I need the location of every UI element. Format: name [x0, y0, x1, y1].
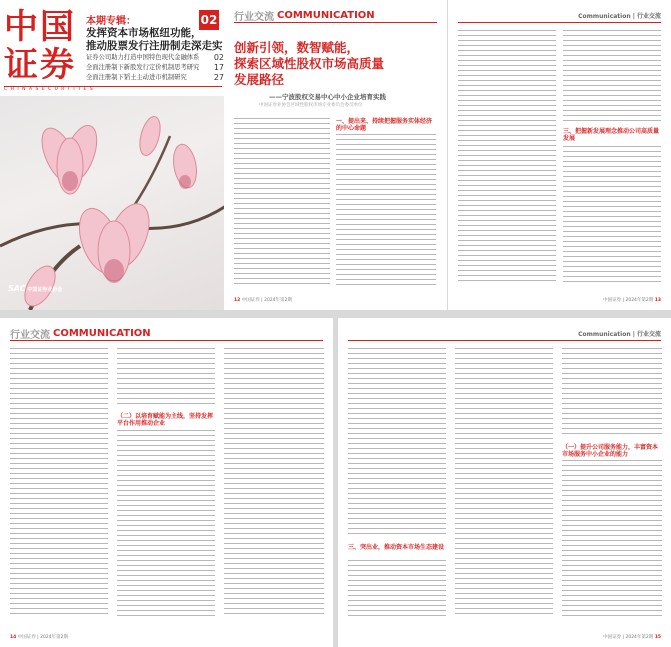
section-title-en: COMMUNICATION: [277, 9, 375, 21]
cover-photo: [0, 96, 226, 310]
page-number: 14: [10, 635, 17, 640]
section-title-right: Communication | 行业交流: [578, 330, 661, 338]
magazine-issue: 中国证券 | 2024年第2期: [603, 298, 654, 303]
toc-item-page: 02: [213, 53, 224, 62]
section-title-en: COMMUNICATION: [53, 327, 151, 339]
body-text-col1b: [348, 560, 446, 618]
body-text-col2b: [117, 430, 215, 618]
headline-line-3: 发展路径: [234, 72, 285, 87]
body-text-col2: [563, 30, 661, 122]
issue-number: 02: [199, 10, 219, 30]
section-heading-2: 三、把握新发展理念推动公司高质量发展: [563, 128, 660, 142]
toc-item[interactable]: [86, 53, 224, 63]
section-heading-c: （一）提升公司服务能力，丰富资本市场服务中小企业的能力: [562, 444, 659, 458]
body-text-col1: [348, 348, 446, 538]
toc-item-text: 证券公司助力打造中国特色现代金融体系: [86, 54, 200, 61]
body-text-col3: [562, 348, 662, 438]
magazine-issue: 中国证券 | 2024年第2期: [17, 635, 68, 640]
toc-item[interactable]: [86, 63, 224, 73]
toc-item-page: 27: [213, 73, 224, 82]
section-title-cn: 行业交流: [10, 329, 50, 341]
page-number: 12: [234, 298, 241, 303]
article-page-12: [224, 0, 447, 310]
section-header: [458, 8, 661, 23]
headline-line-2: 探索区域性股权市场高质量: [234, 56, 385, 71]
article-headline: [234, 40, 439, 88]
feature-label: 本期专辑：: [86, 16, 136, 27]
page-footer: [10, 634, 68, 640]
page-footer: [603, 297, 661, 303]
section-heading-d: 三、突出业，推动资本市场生态建设: [348, 544, 445, 551]
cover-logo: [4, 8, 82, 84]
cover-logo-footer: SAC 中国证券业协会: [8, 284, 63, 293]
article-page-14: [0, 318, 333, 647]
body-text-col2: [117, 348, 215, 408]
cover-page: [0, 0, 226, 310]
magnolia-illustration: [0, 96, 226, 310]
section-heading-a: （二）以培育赋能为主线，坚持发挥平台作用推动企业: [117, 413, 214, 427]
article-byline: ——宁波股权交易中心中小企业培育实践: [269, 93, 386, 101]
body-text-col3b: [562, 460, 662, 618]
masthead-strip: C H I N A S E C U R I T I E S: [4, 86, 222, 93]
section-header: [10, 326, 323, 341]
cover-logo-line2: 证券: [4, 45, 76, 85]
association-name: 中国证券业协会: [27, 287, 63, 293]
body-text-col1: [458, 30, 556, 285]
feature-title-1: 发挥资本市场枢纽功能，: [86, 27, 202, 39]
toc-item[interactable]: [86, 73, 224, 83]
toc-item-text: 全面注册制下新股发行定价机制思考研究: [86, 64, 200, 71]
section-title-right: Communication | 行业交流: [578, 12, 661, 20]
section-header: [234, 8, 437, 23]
section-header: [348, 326, 661, 341]
body-text-col2: [455, 348, 553, 618]
feature-title-2: 推动股票发行注册制走深走实: [86, 40, 223, 52]
article-page-15: [338, 318, 671, 647]
page-footer: [234, 297, 292, 303]
body-text-col2b: [563, 146, 661, 285]
cover-toc: [86, 53, 224, 83]
article-footnote: 中国证券业协会区域性股权市场专业委员会委员单位: [259, 103, 363, 108]
body-text-col1: [234, 118, 330, 288]
toc-item-text: 全面注册制下韬士主动进市机制研究: [86, 74, 187, 81]
body-text-col3: [224, 348, 324, 618]
article-page-13: [448, 0, 671, 310]
body-text-col2: [336, 134, 436, 288]
toc-item-page: 17: [213, 63, 224, 72]
page-number: 13: [654, 298, 661, 303]
body-text-col1: [10, 348, 108, 618]
section-heading-1: 一、提出来、持续把握服务实体经济的中心命题: [336, 118, 433, 132]
magazine-issue: 中国证券 | 2024年第2期: [241, 298, 292, 303]
page-footer: [603, 634, 661, 640]
headline-line-1: 创新引领，数智赋能，: [234, 40, 360, 55]
page-number: 15: [654, 635, 661, 640]
cover-logo-line1: 中国: [4, 7, 76, 47]
magazine-issue: 中国证券 | 2024年第2期: [603, 635, 654, 640]
section-title-cn: 行业交流: [234, 11, 274, 23]
